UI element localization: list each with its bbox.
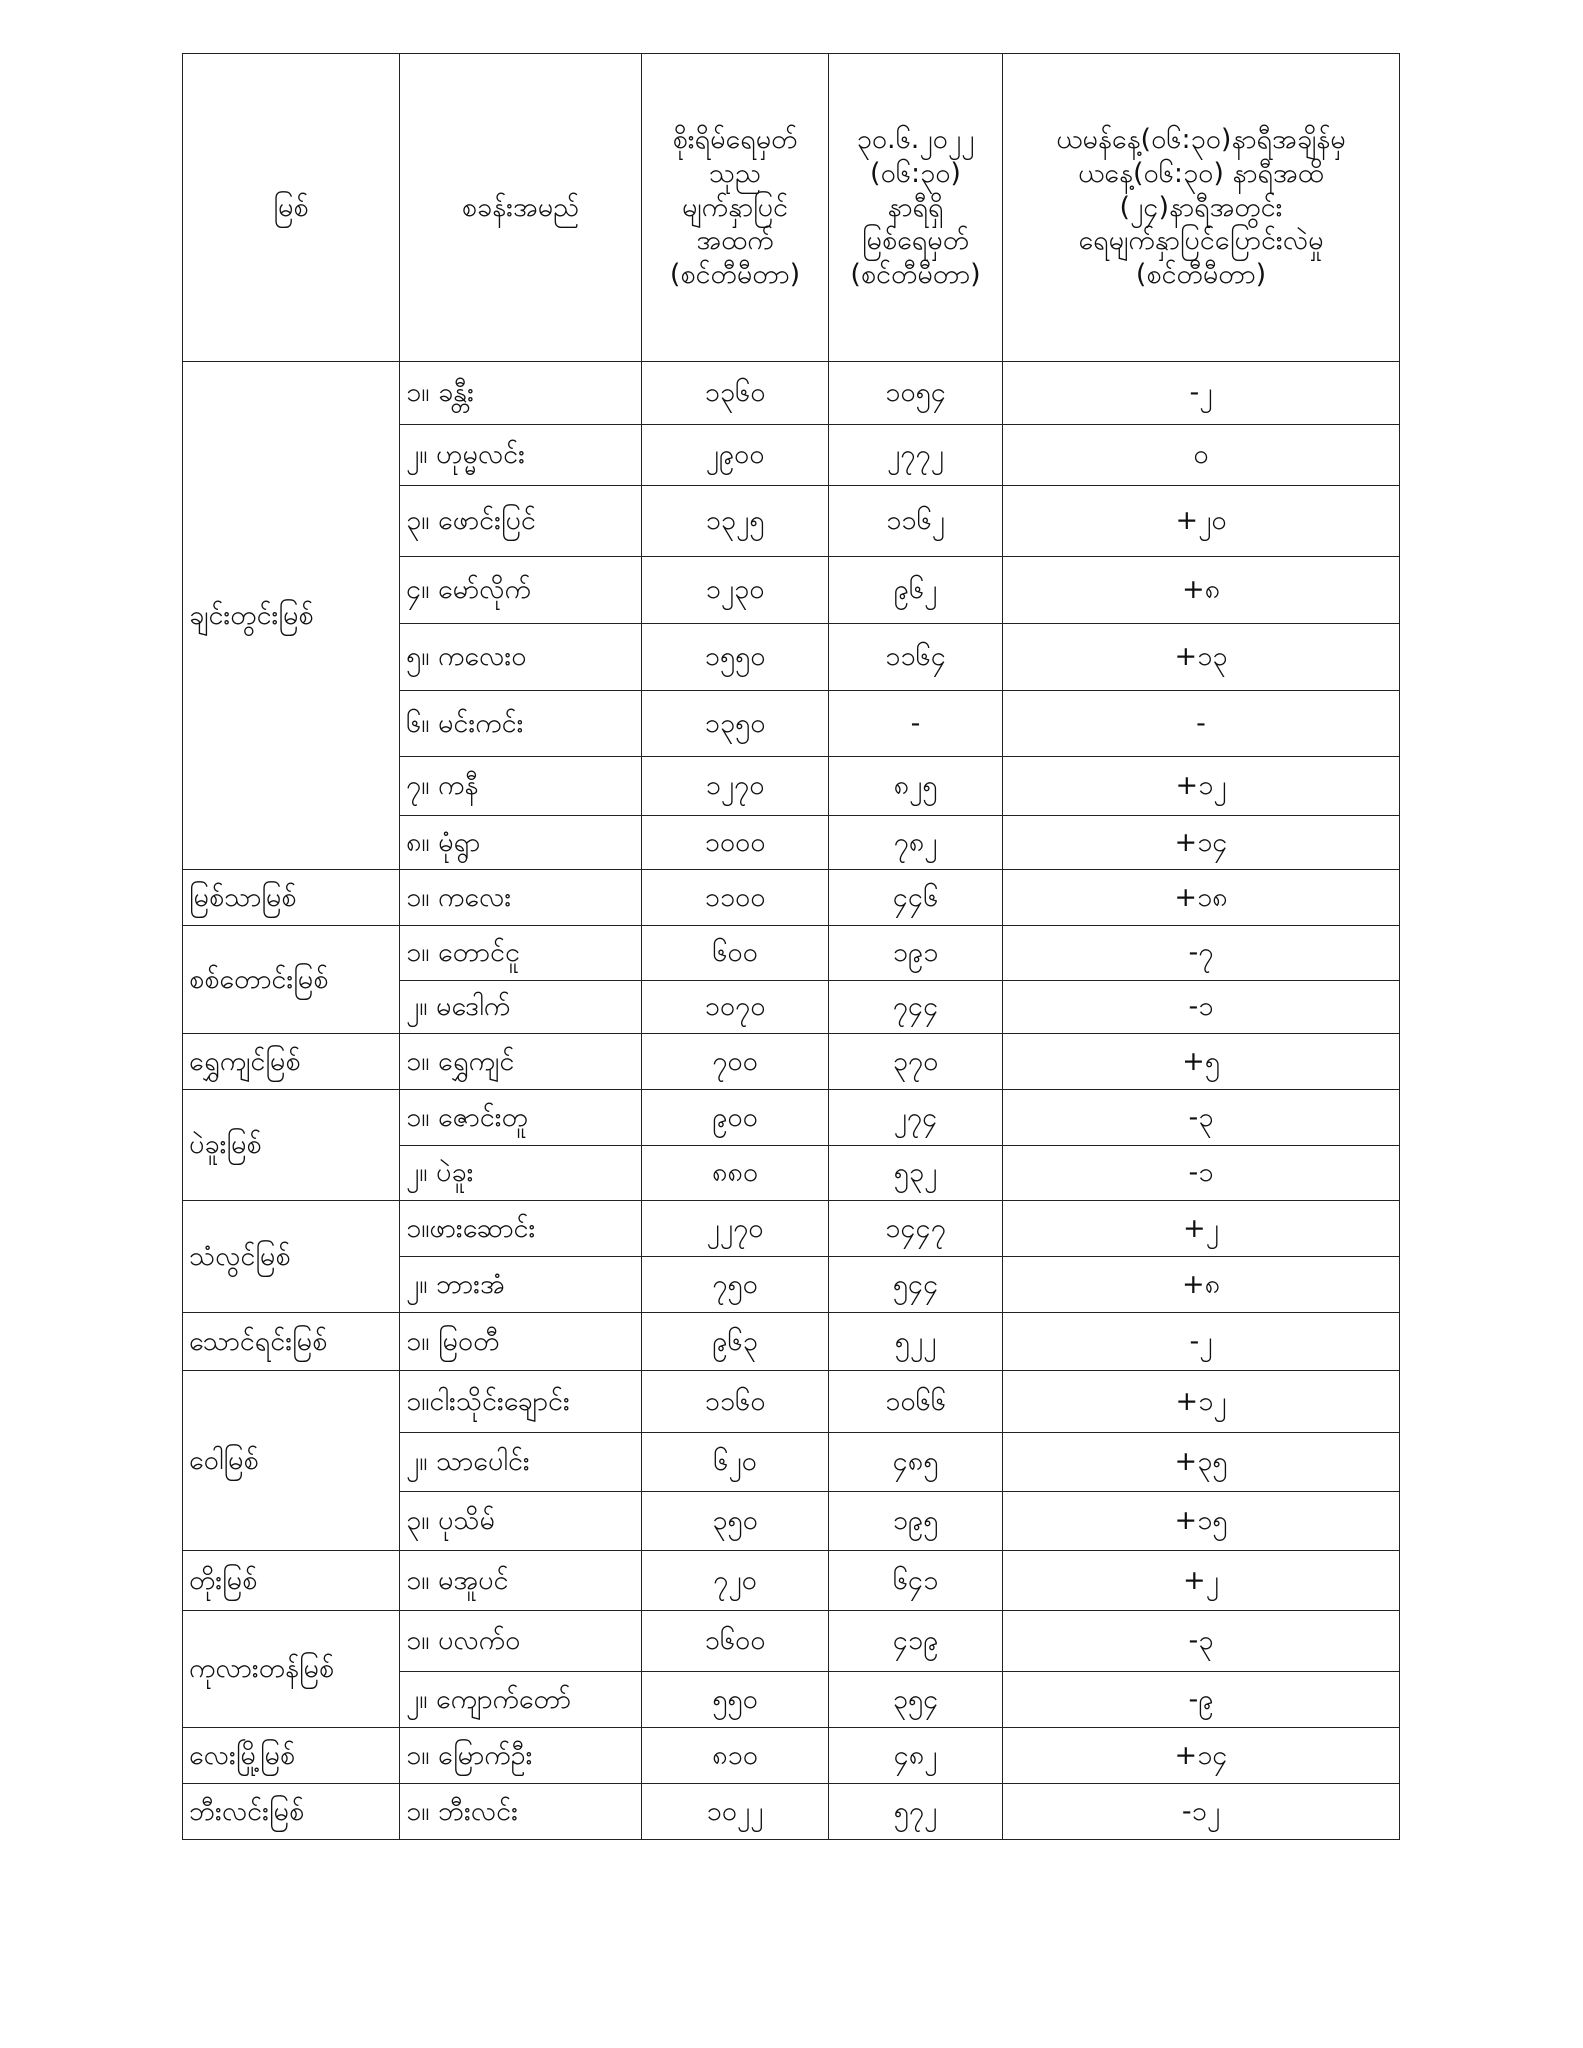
danger-level-cell: ၇၅၀ xyxy=(642,1257,829,1313)
water-level-cell: ၄၈၂ xyxy=(829,1728,1003,1784)
danger-level-cell: ၂၉၀၀ xyxy=(642,425,829,486)
level-change-cell: -၂ xyxy=(1003,362,1400,425)
header-line: (၂၄)နာရီအတွင်း xyxy=(1119,191,1283,223)
danger-level-cell: ၆၀၀ xyxy=(642,926,829,981)
danger-level-cell: ၁၀၀၀ xyxy=(642,816,829,870)
station-name-cell: ၃။ ပုသိမ် xyxy=(400,1492,642,1551)
table-row xyxy=(183,1784,1400,1840)
water-level-cell: ၁၀၅၄ xyxy=(829,362,1003,425)
station-name-cell: ၁။ ဇောင်းတူ xyxy=(400,1090,642,1146)
level-change-cell: +၈ xyxy=(1003,557,1400,624)
station-name-cell: ၅။ ကလေးဝ xyxy=(400,624,642,691)
table-row xyxy=(183,1728,1400,1784)
water-level-cell: ၄၁၉ xyxy=(829,1611,1003,1672)
danger-level-cell: ၉၆၃ xyxy=(642,1313,829,1371)
water-level-cell: ၁၁၆၂ xyxy=(829,486,1003,557)
level-change-cell: +၁၃ xyxy=(1003,624,1400,691)
table-row xyxy=(183,1313,1400,1371)
level-change-cell: -၁၂ xyxy=(1003,1784,1400,1840)
station-name-cell: ၂။ ပဲခူး xyxy=(400,1146,642,1201)
level-change-cell: -၃ xyxy=(1003,1090,1400,1146)
table-row xyxy=(183,1201,1400,1257)
level-change-cell: -၁ xyxy=(1003,1146,1400,1201)
level-change-cell: +၁၂ xyxy=(1003,757,1400,816)
water-level-cell: ၇၈၂ xyxy=(829,816,1003,870)
table-row xyxy=(183,1090,1400,1146)
table-body xyxy=(183,362,1400,1840)
station-name-cell: ၂။ ကျောက်တော် xyxy=(400,1672,642,1728)
header-line: မျက်နှာပြင် xyxy=(681,191,789,223)
danger-level-cell: ၁၁၀၀ xyxy=(642,870,829,926)
header-line: ရေမျက်နှာပြင်ပြောင်းလဲမှု xyxy=(1078,225,1324,257)
river-water-level-table xyxy=(182,53,1400,1840)
river-name-cell: ဘီးလင်းမြစ် xyxy=(183,1784,400,1840)
level-change-cell: +၈ xyxy=(1003,1257,1400,1313)
danger-level-cell: ၁၀၂၂ xyxy=(642,1784,829,1840)
river-name-cell: ပဲခူးမြစ် xyxy=(183,1090,400,1201)
header-line: နာရီရှိ xyxy=(887,191,944,223)
water-level-cell: ၆၄၁ xyxy=(829,1551,1003,1611)
station-name-cell: ၁။ ခန္တီး xyxy=(400,362,642,425)
level-change-cell: -၃ xyxy=(1003,1611,1400,1672)
level-change-cell: -၇ xyxy=(1003,926,1400,981)
station-name-cell: ၆။ မင်းကင်း xyxy=(400,691,642,757)
level-change-cell: +၂ xyxy=(1003,1201,1400,1257)
danger-level-cell: ၆၂၀ xyxy=(642,1433,829,1492)
header-line: သုည xyxy=(708,157,762,189)
level-change-cell: +၁၄ xyxy=(1003,1728,1400,1784)
water-level-cell: ၁၀၆၆ xyxy=(829,1371,1003,1433)
river-name-cell: မြစ်သာမြစ် xyxy=(183,870,400,926)
water-level-cell: ၉၆၂ xyxy=(829,557,1003,624)
station-name-cell: ၂။ မဒေါက် xyxy=(400,981,642,1034)
header-line: ၃၀.၆.၂၀၂၂ xyxy=(856,124,975,156)
river-name-cell: တိုးမြစ် xyxy=(183,1551,400,1611)
danger-level-cell: ၈၈၀ xyxy=(642,1146,829,1201)
table-row xyxy=(183,362,1400,425)
header-river: မြစ် xyxy=(183,54,400,362)
water-level-cell: ၅၂၂ xyxy=(829,1313,1003,1371)
station-name-cell: ၃။ ဖောင်းပြင် xyxy=(400,486,642,557)
level-change-cell: ၀ xyxy=(1003,425,1400,486)
station-name-cell: ၁။ဖားဆောင်း xyxy=(400,1201,642,1257)
water-level-cell: ၄၄၆ xyxy=(829,870,1003,926)
header-line: မြစ်ရေမှတ် xyxy=(861,225,970,257)
level-change-cell: +၁၈ xyxy=(1003,870,1400,926)
station-name-cell: ၁။ ဘီးလင်း xyxy=(400,1784,642,1840)
level-change-cell: +၁၅ xyxy=(1003,1492,1400,1551)
station-name-cell: ၁။ တောင်ငူ xyxy=(400,926,642,981)
level-change-cell: +၂ xyxy=(1003,1551,1400,1611)
danger-level-cell: ၁၀၇၀ xyxy=(642,981,829,1034)
station-name-cell: ၁။ ရွှေကျင် xyxy=(400,1034,642,1090)
water-level-cell: ၁၉၅ xyxy=(829,1492,1003,1551)
river-name-cell: သံလွင်မြစ် xyxy=(183,1201,400,1313)
header-current-level xyxy=(829,54,1003,362)
table-row xyxy=(183,926,1400,981)
river-name-cell: ရွှေကျင်မြစ် xyxy=(183,1034,400,1090)
water-level-cell: ၁၄၄၇ xyxy=(829,1201,1003,1257)
river-name-cell: သောင်ရင်းမြစ် xyxy=(183,1313,400,1371)
table-row xyxy=(183,1371,1400,1433)
level-change-cell: +၅ xyxy=(1003,1034,1400,1090)
danger-level-cell: ၁၆၀၀ xyxy=(642,1611,829,1672)
station-name-cell: ၂။ ဟုမ္မလင်း xyxy=(400,425,642,486)
level-change-cell: +၂၀ xyxy=(1003,486,1400,557)
station-name-cell: ၈။ မုံရွာ xyxy=(400,816,642,870)
header-station: စခန်းအမည် xyxy=(400,54,642,362)
station-name-cell: ၁။ မြောက်ဦး xyxy=(400,1728,642,1784)
station-name-cell: ၁။ ပလက်ဝ xyxy=(400,1611,642,1672)
station-name-cell: ၄။ မော်လိုက် xyxy=(400,557,642,624)
river-name-cell: စစ်တောင်းမြစ် xyxy=(183,926,400,1034)
station-name-cell: ၁။ငါးသိုင်းချောင်း xyxy=(400,1371,642,1433)
station-name-cell: ၇။ ကနီ xyxy=(400,757,642,816)
water-level-cell: ၁၉၁ xyxy=(829,926,1003,981)
level-change-cell: +၁၂ xyxy=(1003,1371,1400,1433)
level-change-cell: - xyxy=(1003,691,1400,757)
station-name-cell: ၂။ ဘားအံ xyxy=(400,1257,642,1313)
header-line: (၀၆:၃၀) xyxy=(870,157,961,189)
danger-level-cell: ၃၅၀ xyxy=(642,1492,829,1551)
danger-level-cell: ၉၀၀ xyxy=(642,1090,829,1146)
table-row xyxy=(183,870,1400,926)
station-name-cell: ၁။ ကလေး xyxy=(400,870,642,926)
level-change-cell: +၁၄ xyxy=(1003,816,1400,870)
level-change-cell: -၉ xyxy=(1003,1672,1400,1728)
header-level-change xyxy=(1003,54,1400,362)
station-name-cell: ၁။ မအူပင် xyxy=(400,1551,642,1611)
water-level-cell: ၄၈၅ xyxy=(829,1433,1003,1492)
water-level-cell: ၁၁၆၄ xyxy=(829,624,1003,691)
level-change-cell: +၃၅ xyxy=(1003,1433,1400,1492)
header-line: ယမန်နေ့(၀၆:၃၀)နာရီအချိန်မှ xyxy=(1056,124,1346,156)
water-level-cell: ၅၃၂ xyxy=(829,1146,1003,1201)
header-line: ယနေ့(၀၆:၃၀) နာရီအထိ xyxy=(1078,157,1324,189)
river-name-cell: ဝေါမြစ် xyxy=(183,1371,400,1551)
danger-level-cell: ၁၃၆၀ xyxy=(642,362,829,425)
level-change-cell: -၁ xyxy=(1003,981,1400,1034)
water-level-cell: ၃၅၄ xyxy=(829,1672,1003,1728)
water-level-cell: ၅၄၄ xyxy=(829,1257,1003,1313)
danger-level-cell: ၁၃၅၀ xyxy=(642,691,829,757)
table-row xyxy=(183,1551,1400,1611)
water-level-cell: ၇၄၄ xyxy=(829,981,1003,1034)
danger-level-cell: ၁၂၃၀ xyxy=(642,557,829,624)
header-danger-level xyxy=(642,54,829,362)
danger-level-cell: ၁၃၂၅ xyxy=(642,486,829,557)
level-change-cell: -၂ xyxy=(1003,1313,1400,1371)
water-level-cell: ၂၇၇၂ xyxy=(829,425,1003,486)
header-line: စိုးရိမ်ရေမှတ် xyxy=(672,124,798,156)
danger-level-cell: ၂၂၇၀ xyxy=(642,1201,829,1257)
header-line: (စင်တီမီတာ) xyxy=(1135,259,1267,291)
header-line: (စင်တီမီတာ) xyxy=(850,259,981,291)
water-level-cell: ၅၇၂ xyxy=(829,1784,1003,1840)
header-line: အထက် xyxy=(696,225,774,257)
table-row xyxy=(183,1034,1400,1090)
river-name-cell: လေးမြို့မြစ် xyxy=(183,1728,400,1784)
header-line: (စင်တီမီတာ) xyxy=(669,259,801,291)
danger-level-cell: ၈၁၀ xyxy=(642,1728,829,1784)
water-level-cell: ၈၂၅ xyxy=(829,757,1003,816)
danger-level-cell: ၁၂၇၀ xyxy=(642,757,829,816)
danger-level-cell: ၁၅၅၀ xyxy=(642,624,829,691)
river-name-cell: ကုလားတန်မြစ် xyxy=(183,1611,400,1728)
station-name-cell: ၁။ မြဝတီ xyxy=(400,1313,642,1371)
river-name-cell: ချင်းတွင်းမြစ် xyxy=(183,362,400,870)
water-level-cell: ၂၇၄ xyxy=(829,1090,1003,1146)
table-header-row xyxy=(183,54,1400,362)
station-name-cell: ၂။ သာပေါင်း xyxy=(400,1433,642,1492)
table-row xyxy=(183,1611,1400,1672)
water-level-cell: ၃၇၀ xyxy=(829,1034,1003,1090)
danger-level-cell: ၅၅၀ xyxy=(642,1672,829,1728)
water-level-cell: - xyxy=(829,691,1003,757)
danger-level-cell: ၁၁၆၀ xyxy=(642,1371,829,1433)
danger-level-cell: ၇၂၀ xyxy=(642,1551,829,1611)
danger-level-cell: ၇၀၀ xyxy=(642,1034,829,1090)
